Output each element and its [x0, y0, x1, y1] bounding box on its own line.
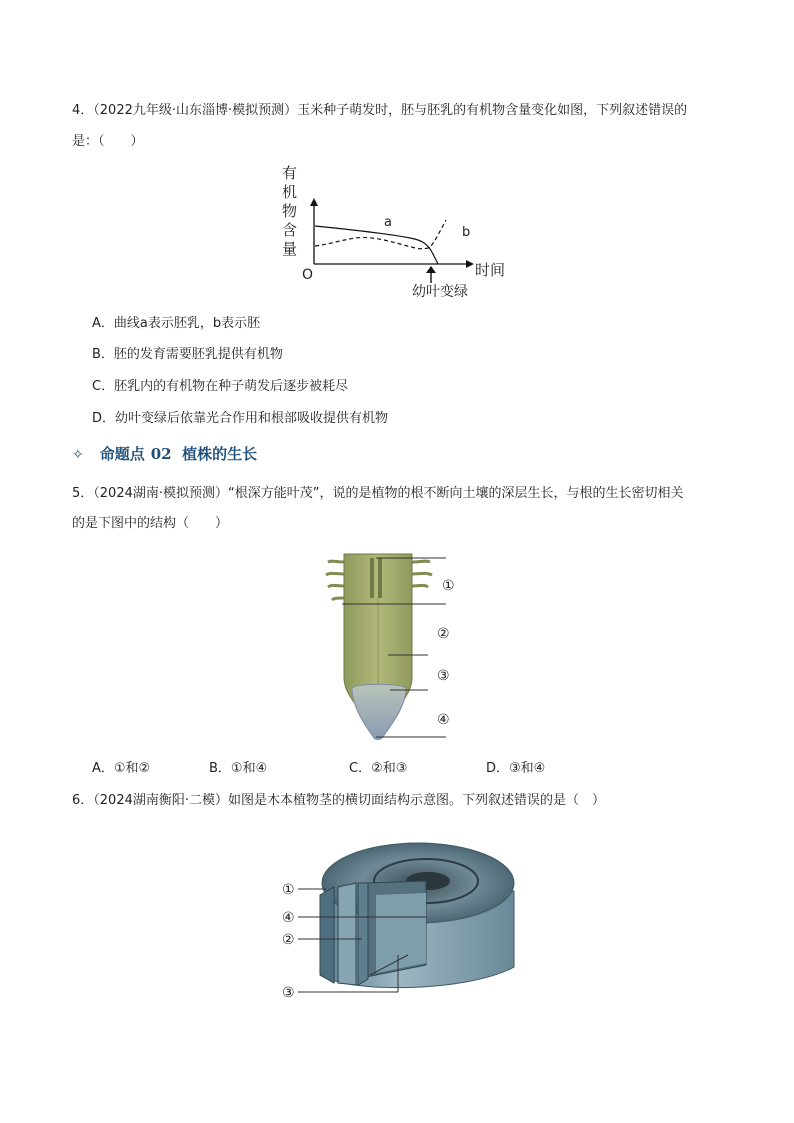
q5-option-a: A．①和② — [92, 761, 151, 776]
stem-bark-strip — [338, 883, 356, 985]
q4-option-c: C．胚乳内的有机物在种子萌发后逐步被耗尽 — [92, 379, 349, 394]
q5-option-b: B．①和④ — [209, 761, 268, 776]
graph-ylabel-char-3: 物 — [282, 202, 298, 220]
q4-graph — [270, 160, 520, 302]
root-label-2: ② — [437, 626, 450, 642]
root-hair — [332, 598, 344, 600]
stem-label-4: ④ — [282, 910, 295, 926]
root-label-4: ④ — [437, 712, 450, 728]
graph-ylabel-char-1: 有 — [282, 164, 298, 182]
stem-label-1: ① — [282, 882, 295, 898]
graph-curve-b-label: b — [462, 225, 471, 240]
q4-option-b: B．胚的发育需要胚乳提供有机物 — [92, 347, 283, 362]
section-title: 命题点 — [99, 445, 145, 463]
stem-bark-strip — [358, 883, 368, 985]
root-label-1: ① — [442, 578, 455, 594]
graph-marker-arrow — [426, 266, 436, 273]
q6-stem-line1: 6．（2024湖南衡阳·二模）如图是木本植物茎的横切面结构示意图。下列叙述错误的是（ ） — [72, 793, 605, 808]
graph-xlabel: 时间 — [475, 261, 506, 279]
q4-stem-line2: 是：（ ） — [72, 134, 144, 149]
root-cap — [352, 684, 406, 739]
section-number: 02 — [150, 445, 172, 463]
graph-curve-a-label: a — [384, 215, 392, 230]
graph-y-arrow — [310, 198, 318, 206]
root-hair — [412, 561, 430, 562]
q5-root-tip-figure — [318, 548, 478, 744]
graph-ylabel-char-5: 量 — [282, 240, 298, 258]
q5-stem-line1: 5．（2024湖南·模拟预测）“根深方能叶茂”，说的是植物的根不断向土壤的深层生长，与根的生长密切相关 — [72, 486, 684, 501]
q5-option-c: C．②和③ — [349, 761, 408, 776]
graph-ylabel-char-2: 机 — [282, 183, 298, 201]
stem-label-2: ② — [282, 932, 295, 948]
q6-stem-cross-section-figure — [276, 835, 526, 1005]
root-vascular-strand — [378, 558, 382, 598]
root-hair — [328, 561, 344, 562]
sparkle-icon: ✧ — [72, 447, 84, 463]
root-hair — [328, 585, 344, 587]
graph-curve-a — [315, 226, 438, 264]
stem-label-3: ③ — [282, 985, 295, 1001]
section-subtitle: 植株的生长 — [182, 445, 258, 463]
root-hair — [412, 573, 432, 575]
q5-option-d: D．③和④ — [486, 761, 546, 776]
root-vascular-strand — [370, 558, 374, 598]
graph-x-arrow — [466, 260, 474, 268]
graph-ylabel-char-4: 含 — [282, 221, 298, 239]
root-hair — [326, 573, 344, 575]
section-heading — [72, 443, 257, 464]
stem-inner-wood — [376, 893, 426, 973]
stem-bark-strip — [320, 887, 334, 983]
q4-option-d: D．幼叶变绿后依靠光合作用和根部吸收提供有机物 — [92, 411, 389, 426]
root-hair — [412, 585, 428, 587]
q4-stem-line1: 4．（2022九年级·山东淄博·模拟预测）玉米种子萌发时，胚与胚乳的有机物含量变化如图，下列叙述错误的 — [72, 103, 688, 118]
graph-origin: O — [302, 267, 314, 283]
q5-stem-line2: 的是下图中的结构（ ） — [72, 516, 229, 531]
root-label-3: ③ — [437, 668, 450, 684]
graph-marker-label: 幼叶变绿 — [412, 284, 468, 300]
q5-options — [92, 760, 545, 778]
q4-option-a: A．曲线a表示胚乳，b表示胚 — [92, 316, 261, 331]
